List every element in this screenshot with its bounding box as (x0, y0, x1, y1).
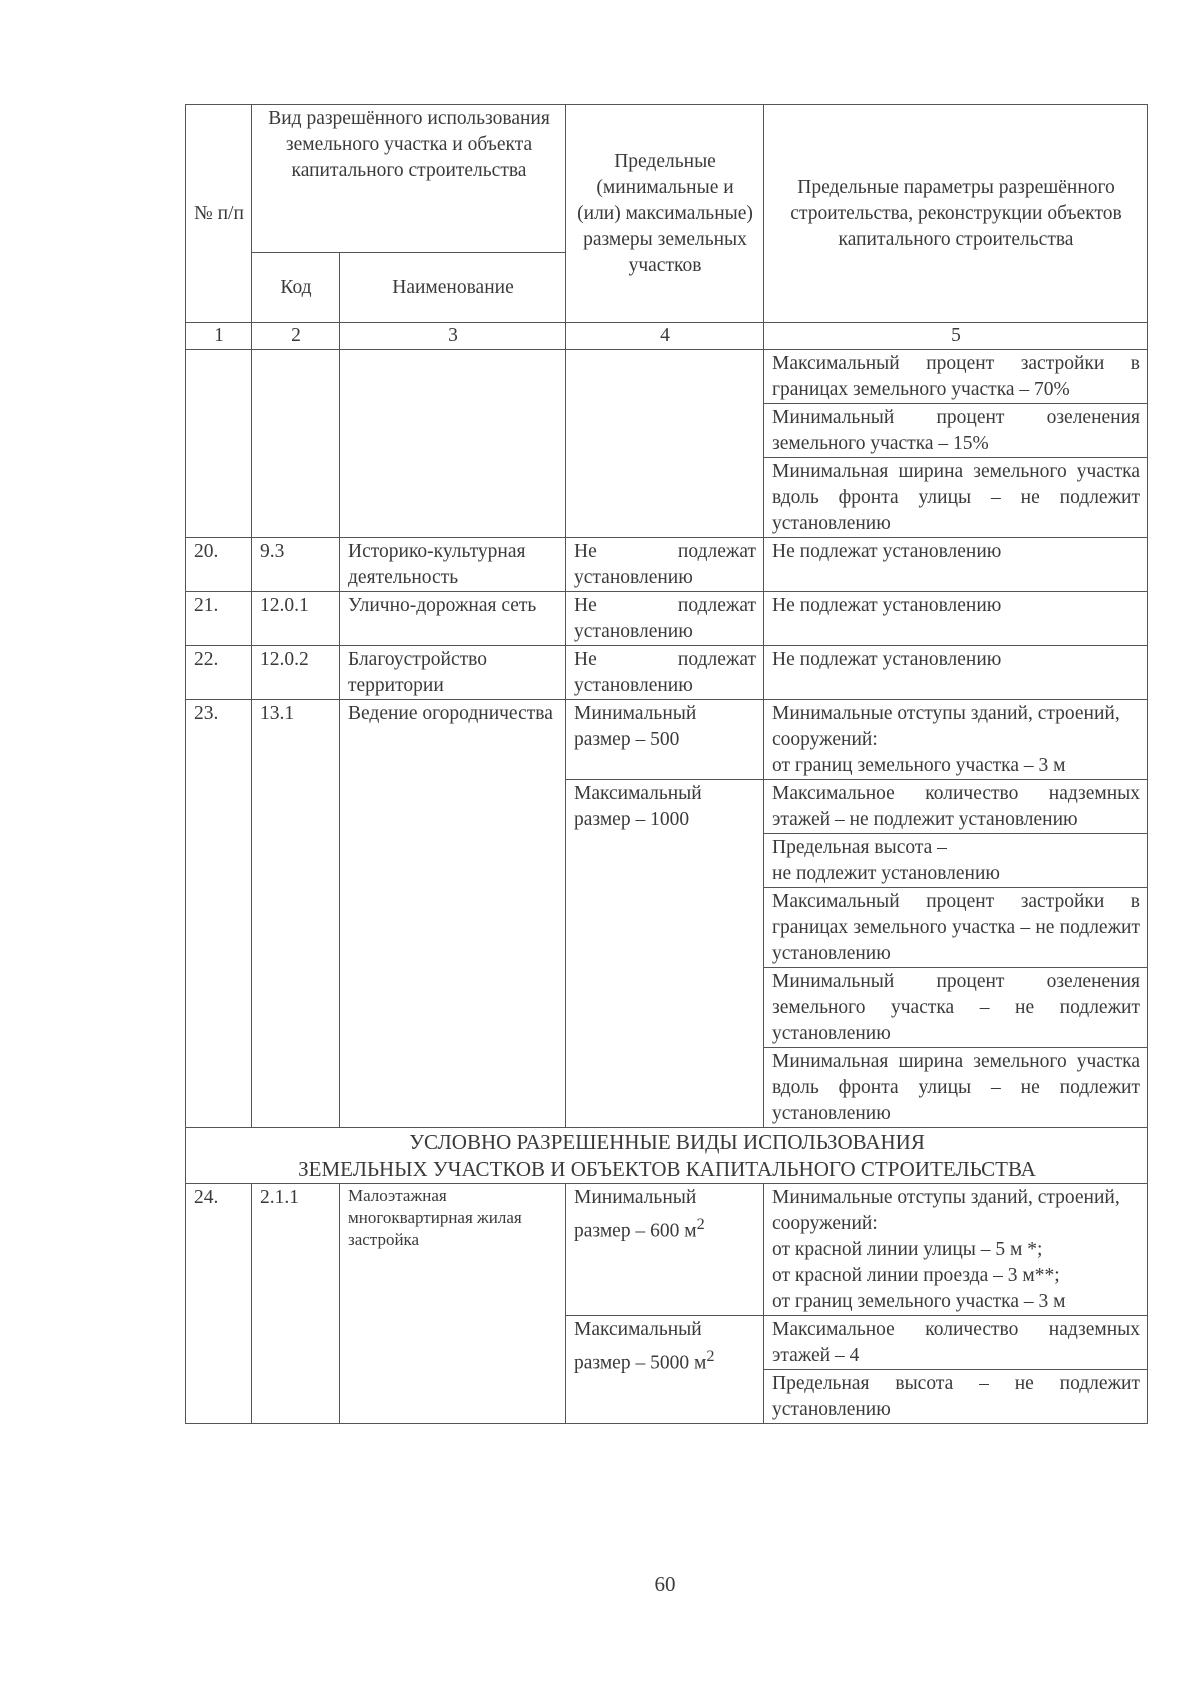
row-name: Благоустройство территории (340, 646, 566, 700)
setbacks-street: от красной линии улицы – 5 м *; (772, 1239, 1043, 1260)
row-code: 13.1 (252, 700, 340, 1128)
row-param-coverage: Максимальный процент застройки в границах земельного участка – не подлежит установлению (764, 888, 1148, 968)
table-row (186, 592, 1148, 646)
row-size: Не подлежат установлению (566, 646, 764, 700)
row-num: 21. (186, 592, 252, 646)
size-max-sup: 2 (706, 1347, 715, 1365)
col-num-3: 3 (340, 323, 566, 350)
row-code: 9.3 (252, 538, 340, 592)
section-line-1: УСЛОВНО РАЗРЕШЕННЫЕ ВИДЫ ИСПОЛЬЗОВАНИЯ (409, 1130, 925, 1154)
row-param-floors: Максимальное количество надземных этажей – 4 (764, 1316, 1148, 1370)
column-numbers-row (186, 323, 1148, 350)
col-num-4: 4 (566, 323, 764, 350)
row-name: Историко-культурная деятельность (340, 538, 566, 592)
header-code: Код (252, 253, 340, 323)
row-size-max (566, 1316, 764, 1424)
row-params: Не подлежат установлению (764, 592, 1148, 646)
size-min-sup: 2 (696, 1215, 705, 1233)
row-param-width: Минимальная ширина земельного участка вдоль фронта улицы – не подлежит установлению (764, 1048, 1148, 1128)
row-params: Не подлежат установлению (764, 538, 1148, 592)
table-row (186, 350, 1148, 404)
size-max-text: Максимальный размер – 5000 м (574, 1319, 707, 1374)
section-header (186, 1128, 1148, 1184)
table-row (186, 646, 1148, 700)
cont-num (186, 350, 252, 538)
row-param-floors: Максимальное количество надземных этажей – не подлежит установлению (764, 780, 1148, 834)
header-name: Наименование (340, 253, 566, 323)
row-num: 22. (186, 646, 252, 700)
header-params: Предельные параметры разрешённого строительства, реконструкции объектов капитального строительства (764, 105, 1148, 323)
height-title: Предельная высота – (772, 837, 947, 858)
row-size-max: Максимальный размер – 1000 (566, 780, 764, 1128)
header-vid: Вид разрешённого использования земельного участка и объекта капитального строительства (252, 105, 566, 253)
row-param-setbacks (764, 1184, 1148, 1316)
table-row (186, 700, 1148, 780)
cont-code (252, 350, 340, 538)
section-line-2: ЗЕМЕЛЬНЫХ УЧАСТКОВ И ОБЪЕКТОВ КАПИТАЛЬНОГО СТРОИТЕЛЬСТВА (298, 1157, 1036, 1181)
header-size: Предельные (минимальные и (или) максимальные) размеры земельных участков (566, 105, 764, 323)
row-code: 12.0.2 (252, 646, 340, 700)
zoning-table (185, 104, 1148, 1424)
page-number: 60 (654, 1572, 676, 1596)
row-name: Улично-дорожная сеть (340, 592, 566, 646)
header-row (186, 105, 1148, 253)
setbacks-title: Минимальные отступы зданий, строений, сооружений: (772, 703, 1120, 750)
row-param-height: Предельная высота – не подлежит установлению (764, 1370, 1148, 1424)
table-row (186, 1184, 1148, 1316)
row-params: Не подлежат установлению (764, 646, 1148, 700)
table-row (186, 538, 1148, 592)
section-header-row (186, 1128, 1148, 1184)
setbacks-boundary: от границ земельного участка – 3 м (772, 755, 1066, 776)
row-name: Малоэтажная многоквартирная жилая застройка (340, 1184, 566, 1424)
cont-param-1: Максимальный процент застройки в границах земельного участка – 70% (764, 350, 1148, 404)
row-param-setbacks (764, 700, 1148, 780)
col-num-5: 5 (764, 323, 1148, 350)
row-code: 12.0.1 (252, 592, 340, 646)
setbacks-boundary: от границ земельного участка – 3 м (772, 1291, 1066, 1312)
cont-param-3: Минимальная ширина земельного участка вдоль фронта улицы – не подлежит установлению (764, 458, 1148, 538)
header-num: № п/п (186, 105, 252, 323)
setbacks-title: Минимальные отступы зданий, строений, сооружений: (772, 1187, 1120, 1234)
row-size: Не подлежат установлению (566, 538, 764, 592)
row-num: 24. (186, 1184, 252, 1424)
col-num-1: 1 (186, 323, 252, 350)
row-size-min: Минимальный размер – 500 (566, 700, 764, 780)
cont-param-2: Минимальный процент озеленения земельного участка – 15% (764, 404, 1148, 458)
cont-name (340, 350, 566, 538)
col-num-2: 2 (252, 323, 340, 350)
row-num: 20. (186, 538, 252, 592)
row-num: 23. (186, 700, 252, 1128)
cont-size (566, 350, 764, 538)
height-value: не подлежит установлению (772, 863, 1000, 884)
row-code: 2.1.1 (252, 1184, 340, 1424)
row-param-greening: Минимальный процент озеленения земельного участка – не подлежит установлению (764, 968, 1148, 1048)
setbacks-driveway: от красной линии проезда – 3 м**; (772, 1265, 1060, 1286)
row-param-height (764, 834, 1148, 888)
row-name: Ведение огородничества (340, 700, 566, 1128)
row-size-min (566, 1184, 764, 1316)
size-min-text: Минимальный размер – 600 м (574, 1187, 697, 1242)
row-size: Не подлежат установлению (566, 592, 764, 646)
